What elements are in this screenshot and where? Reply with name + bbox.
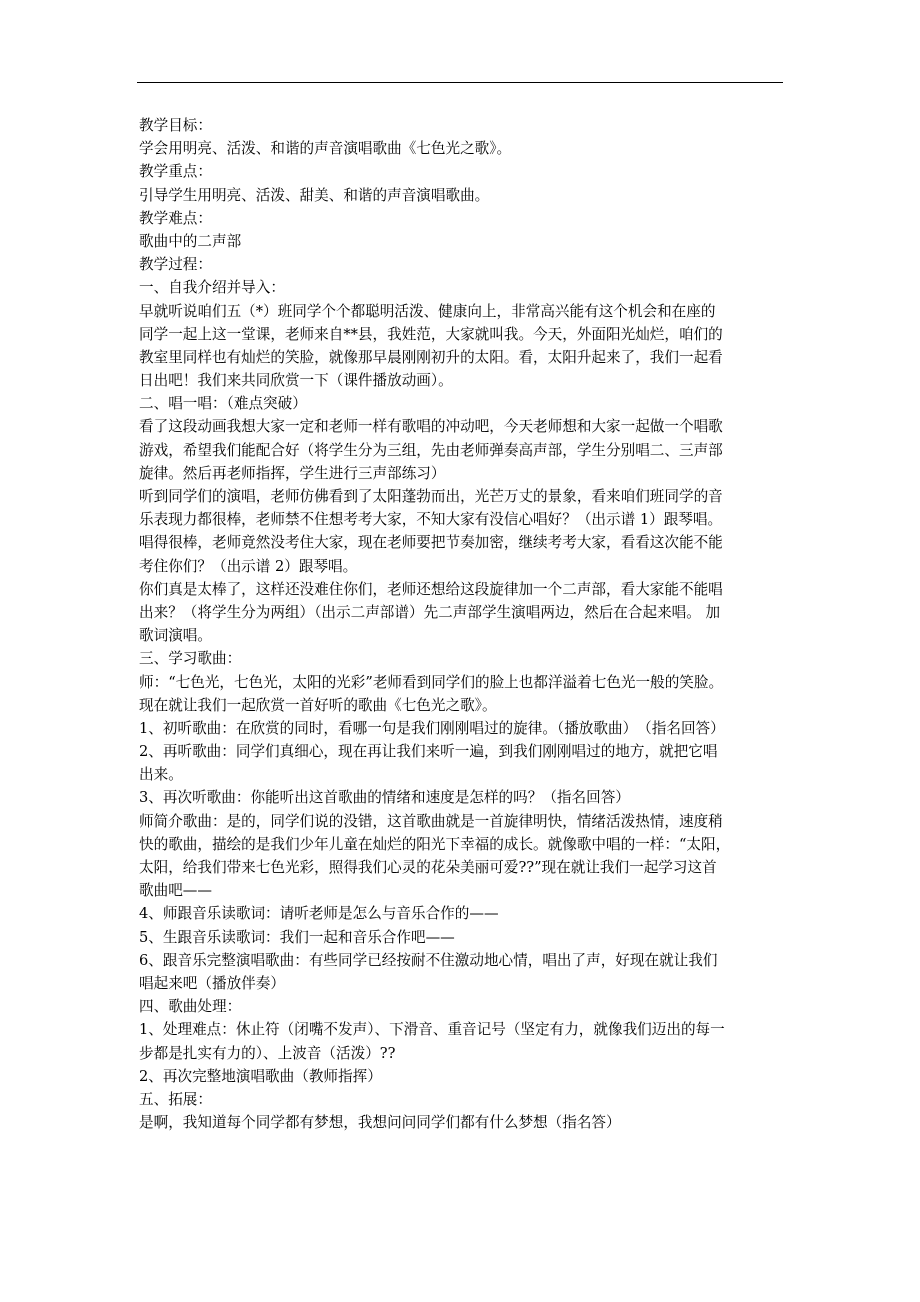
text-line: 你们真是太棒了，这样还没难住你们，老师还想给这段旋律加一个二声部，看大家能不能唱 (139, 580, 723, 598)
text-line: 2、再听歌曲：同学们真细心，现在再让我们来听一遍，到我们刚刚唱过的地方，就把它唱 (139, 743, 718, 761)
text-line: 4、师跟音乐读歌词：请听老师是怎么与音乐合作的—— (139, 905, 499, 923)
text-line: 教室里同样也有灿烂的笑脸，就像那早晨刚刚初升的太阳。看，太阳升起来了，我们一起看 (139, 348, 723, 366)
text-line: 太阳，给我们带来七色光彩，照得我们心灵的花朵美丽可爱??”现在就让我们一起学习这首 (139, 859, 717, 876)
text-line: 早就听说咱们五（*）班同学个个都聪明活泼、健康向上，非常高兴能有这个机会和在座的 (139, 302, 716, 320)
text-line: 旋律。然后再老师指挥，学生进行三声部练习） (139, 464, 446, 482)
text-line: 教学过程： (139, 256, 212, 274)
document-body (139, 114, 799, 1134)
text-line: 师简介歌曲：是的，同学们说的没错，这首歌曲就是一首旋律明快，情绪活泼热情，速度稍 (139, 812, 723, 830)
header-rule (137, 82, 783, 83)
text-line: 教学重点： (139, 163, 212, 181)
text-line: 6、跟音乐完整演唱歌曲：有些同学已经按耐不住激动地心情，唱出了声，好现在就让我们 (139, 951, 718, 969)
text-line: 歌词演唱。 (139, 627, 212, 645)
text-line: 教学难点： (139, 209, 212, 227)
text-line: 五、拓展： (139, 1090, 212, 1108)
text-line: 教学目标： (139, 117, 212, 134)
text-line: 一、自我介绍并导入： (139, 279, 285, 297)
text-line: 出来？（将学生分为两组）（出示二声部谱）先二声部学生演唱两边，然后在合起来唱。 加 (139, 603, 721, 621)
text-line: 看了这段动画我想大家一定和老师一样有歌唱的冲动吧，今天老师想和大家一起做一个唱歌 (139, 418, 723, 436)
text-line: 唱起来吧（播放伴奏） (139, 974, 285, 992)
text-line: 出来。 (139, 766, 183, 784)
text-line: 引导学生用明亮、活泼、甜美、和谐的声音演唱歌曲。 (139, 186, 490, 204)
text-line: 学会用明亮、活泼、和谐的声音演唱歌曲《七色光之歌》。 (139, 140, 512, 158)
text-line: 3、再次听歌曲：你能听出这首歌曲的情绪和速度是怎样的吗？（指名回答） (139, 789, 630, 807)
text-line: 游戏，希望我们能配合好（将学生分为三组，先由老师弹奏高声部，学生分别唱二、三声部 (139, 441, 723, 459)
text-line: 唱得很棒，老师竟然没考住大家，现在老师要把节奏加密，继续考考大家，看看这次能不能 (139, 534, 723, 552)
text-line: 是啊，我知道每个同学都有梦想，我想问问同学们都有什么梦想（指名答） (139, 1114, 621, 1132)
text-line: 1、初听歌曲：在欣赏的同时，看哪一句是我们刚刚唱过的旋律。（播放歌曲） （指名回答） (139, 719, 725, 737)
text-line: 三、学习歌曲： (139, 650, 242, 668)
text-line: 2、再次完整地演唱歌曲（教师指挥） (139, 1067, 382, 1085)
text-line: 歌曲吧—— (139, 882, 212, 900)
text-line: 师：“七色光，七色光，太阳的光彩”老师看到同学们的脸上也都洋溢着七色光一般的笑脸。 (139, 673, 724, 691)
text-line: 考住你们？（出示谱 2）跟琴唱。 (139, 557, 358, 575)
text-line: 二、唱一唱：（难点突破） (139, 395, 307, 413)
text-line: 同学一起上这一堂课，老师来自**县，我姓范，大家就叫我。今天，外面阳光灿烂，咱们的 (139, 325, 723, 343)
text-line: 四、歌曲处理： (139, 998, 242, 1016)
text-line: 歌曲中的二声部 (139, 232, 242, 250)
text-line: 听到同学们的演唱，老师仿佛看到了太阳蓬勃而出，光芒万丈的景象，看来咱们班同学的音 (139, 488, 723, 505)
text-line: 乐表现力都很棒，老师禁不住想考考大家，不知大家有没信心唱好？（出示谱 1）跟琴唱。 (139, 511, 723, 529)
text-line: 日出吧！我们来共同欣赏一下（课件播放动画）。 (139, 372, 453, 390)
text-line: 5、生跟音乐读歌词：我们一起和音乐合作吧—— (139, 928, 455, 946)
text-line: 1、处理难点：休止符（闭嘴不发声）、下滑音、重音记号（坚定有力，就像我们迈出的每一 (139, 1021, 725, 1039)
text-line: 步都是扎实有力的）、上波音（活泼）?? (139, 1044, 396, 1062)
text-line: 现在就让我们一起欣赏一首好听的歌曲《七色光之歌》。 (139, 696, 497, 714)
text-line: 快的歌曲，描绘的是我们少年儿童在灿烂的阳光下幸福的成长。就像歌中唱的一样：“太阳， (139, 835, 731, 853)
